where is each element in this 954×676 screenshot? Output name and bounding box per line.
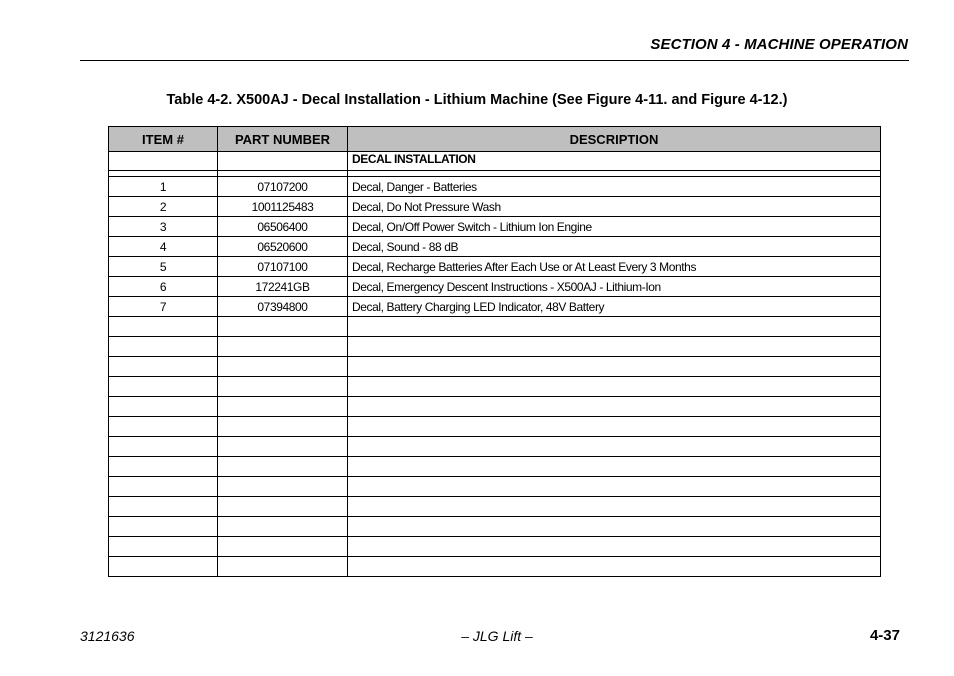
column-header-description: DESCRIPTION bbox=[348, 127, 881, 152]
item-number: 6 bbox=[109, 277, 218, 297]
table-cell bbox=[348, 517, 881, 537]
table-row bbox=[109, 217, 881, 237]
table-cell bbox=[218, 517, 348, 537]
item-number: 2 bbox=[109, 197, 218, 217]
table-cell bbox=[109, 557, 218, 577]
table-cell bbox=[109, 437, 218, 457]
item-number: 3 bbox=[109, 217, 218, 237]
empty-row bbox=[109, 537, 881, 557]
table-cell bbox=[109, 377, 218, 397]
empty-row bbox=[109, 397, 881, 417]
table-cell bbox=[218, 317, 348, 337]
table-cell bbox=[218, 152, 348, 171]
table-cell bbox=[109, 152, 218, 171]
empty-row bbox=[109, 457, 881, 477]
empty-row bbox=[109, 517, 881, 537]
part-number: 07394800 bbox=[218, 297, 348, 317]
table-cell bbox=[348, 417, 881, 437]
table-cell bbox=[348, 457, 881, 477]
table-cell bbox=[218, 357, 348, 377]
footer-brand: – JLG Lift – bbox=[461, 628, 533, 644]
empty-row bbox=[109, 317, 881, 337]
table-cell bbox=[109, 497, 218, 517]
description: Decal, Do Not Pressure Wash bbox=[348, 197, 881, 217]
table-cell bbox=[348, 377, 881, 397]
item-number: 5 bbox=[109, 257, 218, 277]
page-number: 4-37 bbox=[869, 627, 900, 644]
description: Decal, Battery Charging LED Indicator, 48V Battery bbox=[348, 297, 881, 317]
empty-row bbox=[109, 437, 881, 457]
table-cell bbox=[218, 437, 348, 457]
table-cell bbox=[348, 397, 881, 417]
empty-row bbox=[109, 417, 881, 437]
table-cell bbox=[109, 357, 218, 377]
table-cell bbox=[348, 357, 881, 377]
description: Decal, Recharge Batteries After Each Use or At Least Every 3 Months bbox=[348, 257, 881, 277]
table-cell bbox=[109, 517, 218, 537]
table-cell bbox=[109, 397, 218, 417]
column-header-item: ITEM # bbox=[109, 127, 218, 152]
table-cell bbox=[218, 417, 348, 437]
description: Decal, Danger - Batteries bbox=[348, 177, 881, 197]
table-cell bbox=[109, 457, 218, 477]
table-cell bbox=[218, 497, 348, 517]
table-cell bbox=[348, 437, 881, 457]
table-cell bbox=[109, 537, 218, 557]
table-row bbox=[109, 197, 881, 217]
table-cell bbox=[109, 317, 218, 337]
empty-row bbox=[109, 497, 881, 517]
table-cell bbox=[348, 477, 881, 497]
table-row bbox=[109, 257, 881, 277]
section-title: SECTION 4 - MACHINE OPERATION bbox=[650, 36, 908, 53]
table-cell bbox=[348, 537, 881, 557]
table-row bbox=[109, 297, 881, 317]
table-cell bbox=[348, 337, 881, 357]
table-cell bbox=[218, 337, 348, 357]
table-cell bbox=[218, 397, 348, 417]
part-number: 07107100 bbox=[218, 257, 348, 277]
table-title: Table 4-2. X500AJ - Decal Installation - Lithium Machine (See Figure 4-11. and Figure 4-12.) bbox=[166, 92, 788, 108]
table-cell bbox=[348, 497, 881, 517]
part-number: 06520600 bbox=[218, 237, 348, 257]
empty-row bbox=[109, 377, 881, 397]
item-number: 7 bbox=[109, 297, 218, 317]
table-cell bbox=[109, 417, 218, 437]
table-cell bbox=[218, 537, 348, 557]
empty-row bbox=[109, 357, 881, 377]
table-cell bbox=[109, 477, 218, 497]
table-row bbox=[109, 237, 881, 257]
section-row bbox=[109, 152, 881, 171]
header-rule bbox=[80, 60, 909, 61]
empty-row bbox=[109, 477, 881, 497]
decal-table bbox=[108, 126, 881, 577]
table-row bbox=[109, 177, 881, 197]
empty-row bbox=[109, 557, 881, 577]
part-number: 1001125483 bbox=[218, 197, 348, 217]
table-cell bbox=[218, 457, 348, 477]
item-number: 4 bbox=[109, 237, 218, 257]
table-cell bbox=[348, 557, 881, 577]
description: Decal, On/Off Power Switch - Lithium Ion Engine bbox=[348, 217, 881, 237]
empty-row bbox=[109, 337, 881, 357]
part-number: 06506400 bbox=[218, 217, 348, 237]
description: Decal, Emergency Descent Instructions - X500AJ - Lithium-Ion bbox=[348, 277, 881, 297]
description: Decal, Sound - 88 dB bbox=[348, 237, 881, 257]
section-label: DECAL INSTALLATION bbox=[348, 152, 881, 171]
table-cell bbox=[218, 477, 348, 497]
table-cell bbox=[348, 317, 881, 337]
table-cell bbox=[218, 377, 348, 397]
table-header-row bbox=[109, 127, 881, 152]
part-number: 07107200 bbox=[218, 177, 348, 197]
item-number: 1 bbox=[109, 177, 218, 197]
column-header-part-number: PART NUMBER bbox=[218, 127, 348, 152]
part-number: 172241GB bbox=[218, 277, 348, 297]
table-row bbox=[109, 277, 881, 297]
table-cell bbox=[109, 337, 218, 357]
document-number: 3121636 bbox=[80, 628, 135, 644]
table-cell bbox=[218, 557, 348, 577]
